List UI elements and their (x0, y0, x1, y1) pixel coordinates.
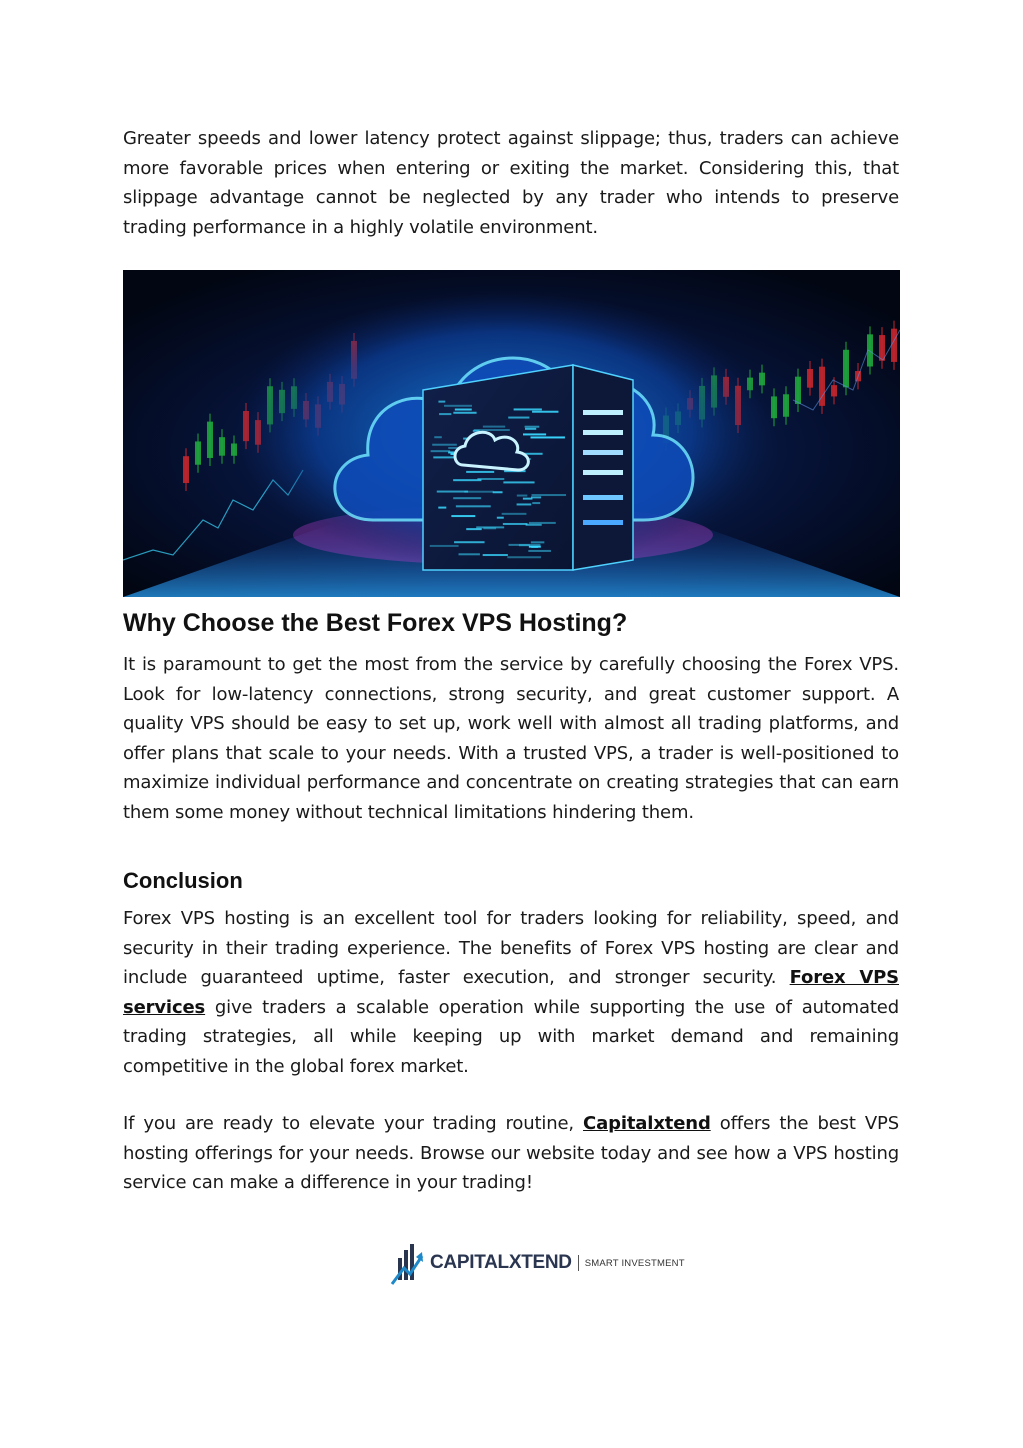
data-streak (454, 541, 484, 543)
forex-vps-services-link[interactable]: Forex VPS services (123, 967, 899, 1018)
hero-image (123, 270, 900, 597)
data-streak (529, 546, 541, 548)
intro-paragraph: Greater speeds and lower latency protect against slippage; thus, traders can achieve more favorable prices when entering or exiting the market. Considering this, that slippage advantage cannot be neglected by any trader who intends to preserve trading performance in a highly volatile environment. (123, 128, 899, 238)
data-streak (526, 524, 542, 526)
data-streak (532, 411, 558, 413)
data-streak (517, 503, 532, 505)
data-streak (477, 478, 504, 480)
candle-body (879, 335, 885, 361)
data-streak (476, 526, 504, 528)
data-streak (464, 491, 493, 493)
bar-chart-arrow-icon (390, 1240, 424, 1286)
data-streak (523, 498, 533, 500)
data-streak (531, 496, 541, 498)
candle-body (843, 350, 849, 388)
data-streak (523, 433, 546, 435)
data-streak (508, 417, 529, 419)
data-streak (507, 556, 541, 558)
data-streak (514, 408, 542, 410)
candle-body (759, 373, 765, 386)
data-streak (453, 412, 476, 414)
data-streak (431, 450, 451, 452)
data-streak (474, 429, 510, 431)
brand-name: CAPITALXTEND (430, 1252, 572, 1273)
data-streak (430, 545, 459, 547)
data-streak (453, 497, 481, 499)
server-rack (423, 365, 633, 570)
data-streak (456, 505, 491, 507)
data-streak (517, 495, 528, 497)
cta-text-1: If you are ready to elevate your trading routine, (123, 1113, 584, 1134)
data-streak (529, 522, 556, 524)
capitalxtend-link[interactable]: Capitalxtend (583, 1113, 711, 1134)
candle-body (207, 422, 213, 458)
data-streak (438, 507, 446, 509)
data-streak (497, 517, 504, 519)
data-streak (483, 426, 505, 428)
logo-divider (578, 1255, 579, 1271)
data-streak (525, 428, 536, 430)
data-streak (532, 494, 567, 496)
data-streak (451, 515, 475, 517)
section-why-paragraph: It is paramount to get the most from the service by carefully choosing the Forex VPS. Look for low-latency connections, strong security, and great customer support. A quality VPS should be easy to set up, work well with almost all trading platforms, and offer plans that scale to your needs. With a trusted VPS, a trader is well-positioned to maximize individual performance and concentrate on creating strategies that can earn them some money without technical limitations hindering them. (123, 654, 899, 823)
data-streak (455, 409, 472, 411)
data-streak (483, 554, 508, 556)
candle-body (783, 394, 789, 416)
candle-body (795, 377, 801, 404)
data-streak (503, 523, 528, 525)
candle-body (831, 385, 837, 396)
section-heading-conclusion: Conclusion (123, 868, 243, 893)
conclusion-text-1: Forex VPS hosting is an excellent tool for traders looking for reliability, speed, and security in their trading experience. The benefits of Forex VPS hosting are clear and include guaranteed uptime, faster execution, and stronger security. (123, 908, 899, 988)
section-heading-why: Why Choose the Best Forex VPS Hosting? (123, 609, 628, 637)
cta-paragraph (123, 1109, 899, 1198)
data-streak (525, 426, 540, 428)
data-streak (466, 471, 494, 473)
candle-body (219, 437, 225, 456)
data-streak (519, 544, 530, 546)
data-streak (434, 436, 442, 438)
conclusion-paragraph (123, 904, 899, 1081)
candle-body (771, 396, 777, 418)
data-streak (531, 541, 544, 543)
cloud-server-illustration (123, 270, 900, 597)
conclusion-text-2: give traders a scalable operation while supporting the use of automated trading strategies, all while keeping up with market demand and remaining competitive in the global forex market. (123, 996, 899, 1077)
cta-text-2: offers the best VPS hosting offerings for your needs. Browse our website today and see how a VPS hosting service can make a difference in your trading! (123, 1113, 899, 1193)
data-streak (459, 553, 480, 555)
data-streak (438, 401, 445, 403)
capitalxtend-logo (390, 1240, 685, 1286)
candle-body (807, 369, 813, 388)
data-streak (503, 481, 534, 483)
data-streak (433, 456, 454, 458)
data-streak (437, 491, 468, 493)
data-streak (466, 528, 482, 530)
data-streak (493, 491, 503, 493)
data-streak (528, 550, 551, 552)
data-streak (432, 444, 457, 446)
candle-body (195, 441, 201, 464)
data-streak (453, 479, 481, 481)
data-streak (439, 413, 451, 415)
data-streak (531, 436, 565, 438)
data-streak (532, 502, 540, 504)
brand-tagline: SMART INVESTMENT (584, 1257, 685, 1269)
data-streak (444, 405, 472, 407)
data-streak (502, 513, 527, 515)
candle-body (183, 456, 189, 483)
